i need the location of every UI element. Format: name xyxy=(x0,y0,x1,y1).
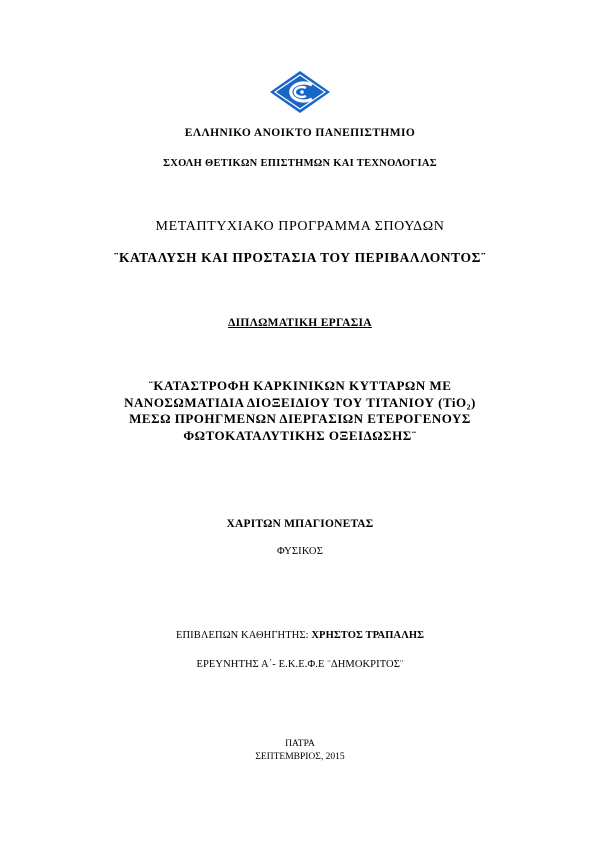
program-name: ¨ΚΑΤΑΛΥΣΗ ΚΑΙ ΠΡΟΣΤΑΣΙΑ ΤΟΥ ΠΕΡΙΒΑΛΛΟΝΤΟΣ¨ xyxy=(113,250,487,265)
thesis-title-line: ¨ΚΑΤΑΣΤΡΟΦΗ ΚΑΡΚΙΝΙΚΩΝ ΚΥΤΤΑΡΩΝ ΜΕ xyxy=(148,378,452,393)
city: ΠΑΤΡΑ xyxy=(285,739,315,749)
university-name: ΕΛΛΗΝΙΚΟ ΑΝΟΙΚΤΟ ΠΑΝΕΠΙΣΤΗΜΙΟ xyxy=(184,127,416,139)
supervisor-affiliation: ΕΡΕΥΝΗΤΗΣ Α΄- Ε.Κ.Ε.Φ.Ε ¨ΔΗΜΟΚΡΙΤΟΣ¨ xyxy=(196,659,404,670)
thesis-title xyxy=(0,378,600,444)
supervisor-name: ΧΡΗΣΤΟΣ ΤΡΑΠΑΛΗΣ xyxy=(311,630,425,641)
author-profession: ΦΥΣΙΚΟΣ xyxy=(276,546,324,557)
program-heading: ΜΕΤΑΠΤΥΧΙΑΚΟ ΠΡΟΓΡΑΜΜΑ ΣΠΟΥΔΩΝ xyxy=(155,219,445,234)
thesis-title-line: ΝΑΝΟΣΩΜΑΤΙΔΙΑ ΔΙΟΞΕΙΔΙΟΥ ΤΟΥ ΤΙΤΑΝΙΟΥ (TiO₂) xyxy=(124,394,476,410)
supervisor-label: ΕΠΙΒΛΕΠΩΝ ΚΑΘΗΓΗΤΗΣ: xyxy=(175,630,309,641)
thesis-label: ΔΙΠΛΩΜΑΤΙΚΗ ΕΡΓΑΣΙΑ xyxy=(228,317,372,329)
supervisor-line xyxy=(0,630,600,641)
author-name: ΧΑΡΙΤΩΝ ΜΠΑΓΙΟΝΕΤΑΣ xyxy=(226,518,374,530)
thesis-title-line: ΦΩΤΟΚΑΤΑΛΥΤΙΚΗΣ ΟΞΕΙΔΩΣΗΣ¨ xyxy=(183,427,417,443)
thesis-title-line: ΜΕΣΩ ΠΡΟΗΓΜΕΝΩΝ ΔΙΕΡΓΑΣΙΩΝ ΕΤΕΡΟΓΕΝΟΥΣ xyxy=(129,411,471,426)
school-name: ΣΧΟΛΗ ΘΕΤΙΚΩΝ ΕΠΙΣΤΗΜΩΝ ΚΑΙ ΤΕΧΝΟΛΟΓΙΑΣ xyxy=(163,158,437,169)
university-emblem-graphic xyxy=(268,70,332,114)
university-emblem-icon xyxy=(268,70,332,114)
submission-date: ΣΕΠΤΕΜΒΡΙΟΣ, 2015 xyxy=(255,752,345,762)
